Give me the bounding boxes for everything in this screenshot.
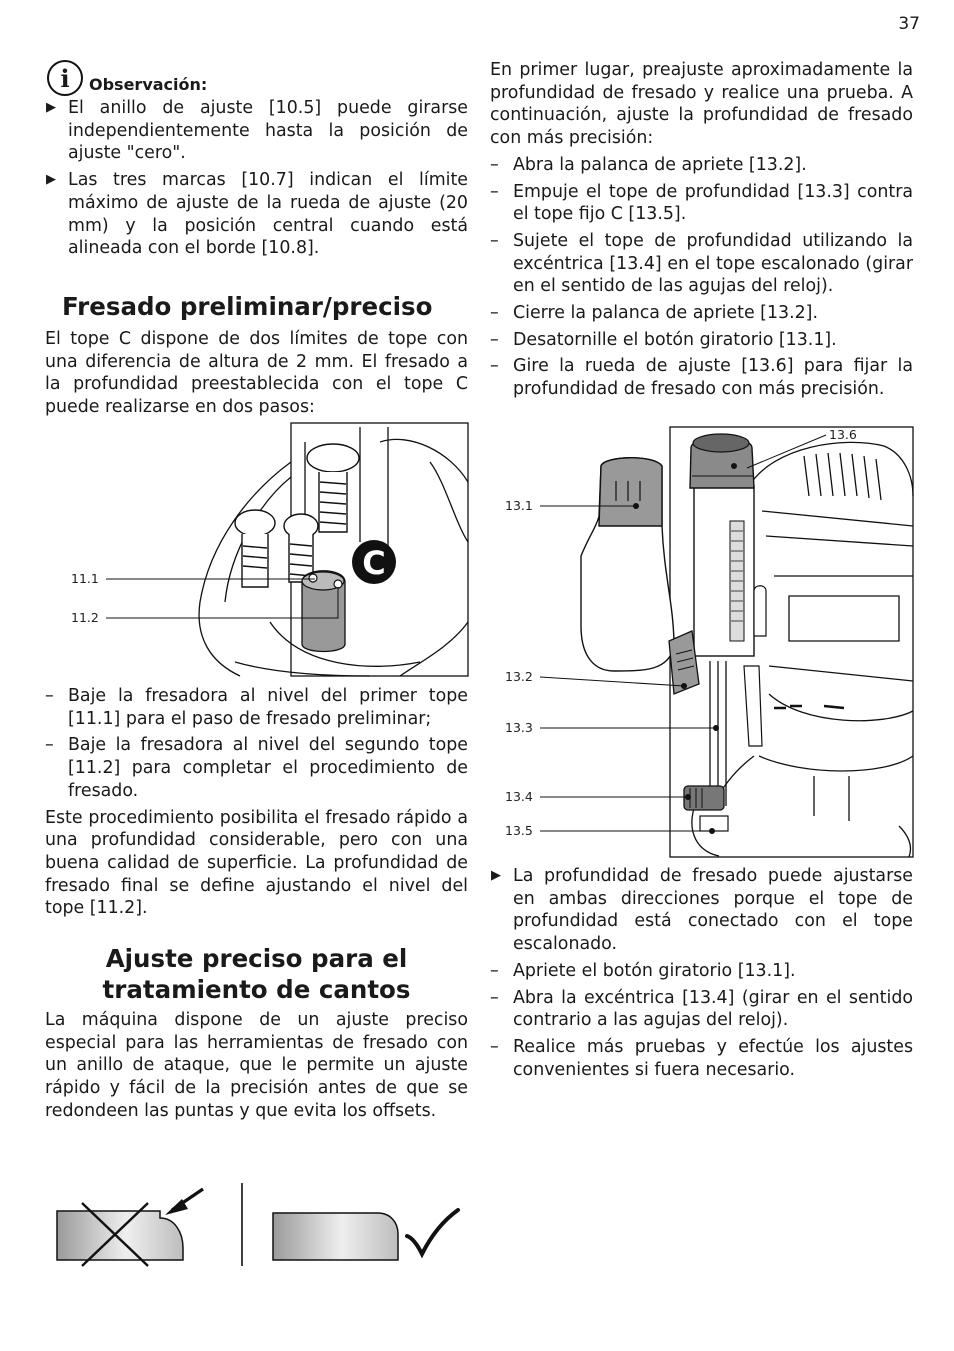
edge-comparison-illustration bbox=[50, 1178, 470, 1273]
router-illustration bbox=[504, 426, 914, 858]
callout-label: 13.1 bbox=[505, 498, 533, 513]
step-item: – Apriete el botón giratorio [13.1]. bbox=[490, 960, 796, 981]
note-bullet: ▶ La profundidad de fresado puede ajustarse en ambas direcciones porque el tope de profundidad está conectado con el tope escalonado. bbox=[491, 866, 913, 955]
callout-label: 13.6 bbox=[829, 427, 857, 442]
note-label: Observación: bbox=[89, 75, 208, 94]
step-item: – Sujete el tope de profundidad utilizando la excéntrica [13.4] en el tope escalonado (girar en el sentido de las agujas del reloj). bbox=[490, 230, 913, 297]
section-heading: Fresado preliminar/preciso bbox=[62, 291, 433, 321]
right-intro: En primer lugar, preajuste aproximadamente la profundidad de fresado y realice una prueba. A continuación, ajuste la profundidad de fresado con más precisión: bbox=[490, 60, 913, 149]
section-text: La máquina dispone de un ajuste preciso especial para las herramientas de fresado con un anillo de ataque, que le permite un ajuste rápido y fácil de la precisión antes de que se redondeen las puntas y que evita los offsets. bbox=[45, 1010, 468, 1121]
figure-13 bbox=[504, 426, 914, 858]
right-column bbox=[490, 59, 913, 405]
note-header bbox=[45, 60, 468, 96]
callout-label: 13.3 bbox=[505, 720, 533, 735]
step-item: – Empuje el tope de profundidad [13.3] contra el tope fijo C [13.5]. bbox=[490, 181, 913, 225]
step-item: – Cierre la palanca de apriete [13.2]. bbox=[490, 303, 818, 324]
step-item: – Abra la palanca de apriete [13.2]. bbox=[490, 154, 807, 175]
left-column bbox=[45, 60, 468, 419]
step-item: – Baje la fresadora al nivel del segundo tope [11.2] para completar el procedimiento de fresado. bbox=[45, 735, 468, 801]
note-bullet: ▶ El anillo de ajuste [10.5] puede girarse independientemente hasta la posición de ajuste "cero". bbox=[46, 98, 468, 164]
triangle-bullet-icon: ▶ bbox=[46, 100, 56, 115]
note-bullet: ▶ Las tres marcas [10.7] indican el límite máximo de ajuste de la rueda de ajuste (20 mm) y la posición central cuando está alineada con el borde [10.8]. bbox=[46, 170, 468, 259]
section-heading: Ajuste preciso para el tratamiento de cantos bbox=[102, 944, 411, 1005]
section-intro: El tope C dispone de dos límites de tope con una diferencia de altura de 2 mm. El fresado a la profundidad preestablecida con el tope C puede realizarse en dos pasos: bbox=[45, 328, 468, 418]
callout-label: 11.2 bbox=[71, 610, 99, 625]
right-column-lower bbox=[490, 865, 913, 1085]
callout-label: 13.2 bbox=[505, 669, 533, 684]
checkmark-icon bbox=[407, 1210, 458, 1254]
figure-11 bbox=[70, 422, 470, 678]
callout-label: 13.5 bbox=[505, 823, 533, 838]
depth-stop-illustration bbox=[70, 422, 470, 678]
info-icon: i bbox=[47, 60, 83, 96]
left-column-lower bbox=[45, 685, 468, 1123]
step-item: – Baje la fresadora al nivel del primer tope [11.1] para el paso de fresado preliminar; bbox=[45, 686, 468, 729]
step-item: – Desatornille el botón giratorio [13.1]. bbox=[490, 329, 837, 350]
step-item: – Realice más pruebas y efectúe los ajustes convenientes si fuera necesario. bbox=[490, 1036, 913, 1080]
triangle-bullet-icon: ▶ bbox=[46, 172, 56, 188]
step-item: – Abra la excéntrica [13.4] (girar en el sentido contrario a las agujas del reloj). bbox=[490, 987, 913, 1031]
edge-comparison-figure bbox=[50, 1178, 470, 1273]
callout-label: 11.1 bbox=[71, 571, 99, 586]
triangle-bullet-icon: ▶ bbox=[491, 868, 501, 883]
step-item: – Gire la rueda de ajuste [13.6] para fijar la profundidad de fresado con más precisión. bbox=[490, 356, 913, 400]
section-outro: Este procedimiento posibilita el fresado rápido a una profundidad considerable, pero con una buena calidad de superficie. La profundidad de fresado final se define ajustando el nivel del tope [11.2]. bbox=[45, 807, 468, 919]
page-number: 37 bbox=[898, 14, 920, 34]
callout-label: 13.4 bbox=[505, 789, 533, 804]
stop-c-marker: C bbox=[362, 544, 386, 582]
